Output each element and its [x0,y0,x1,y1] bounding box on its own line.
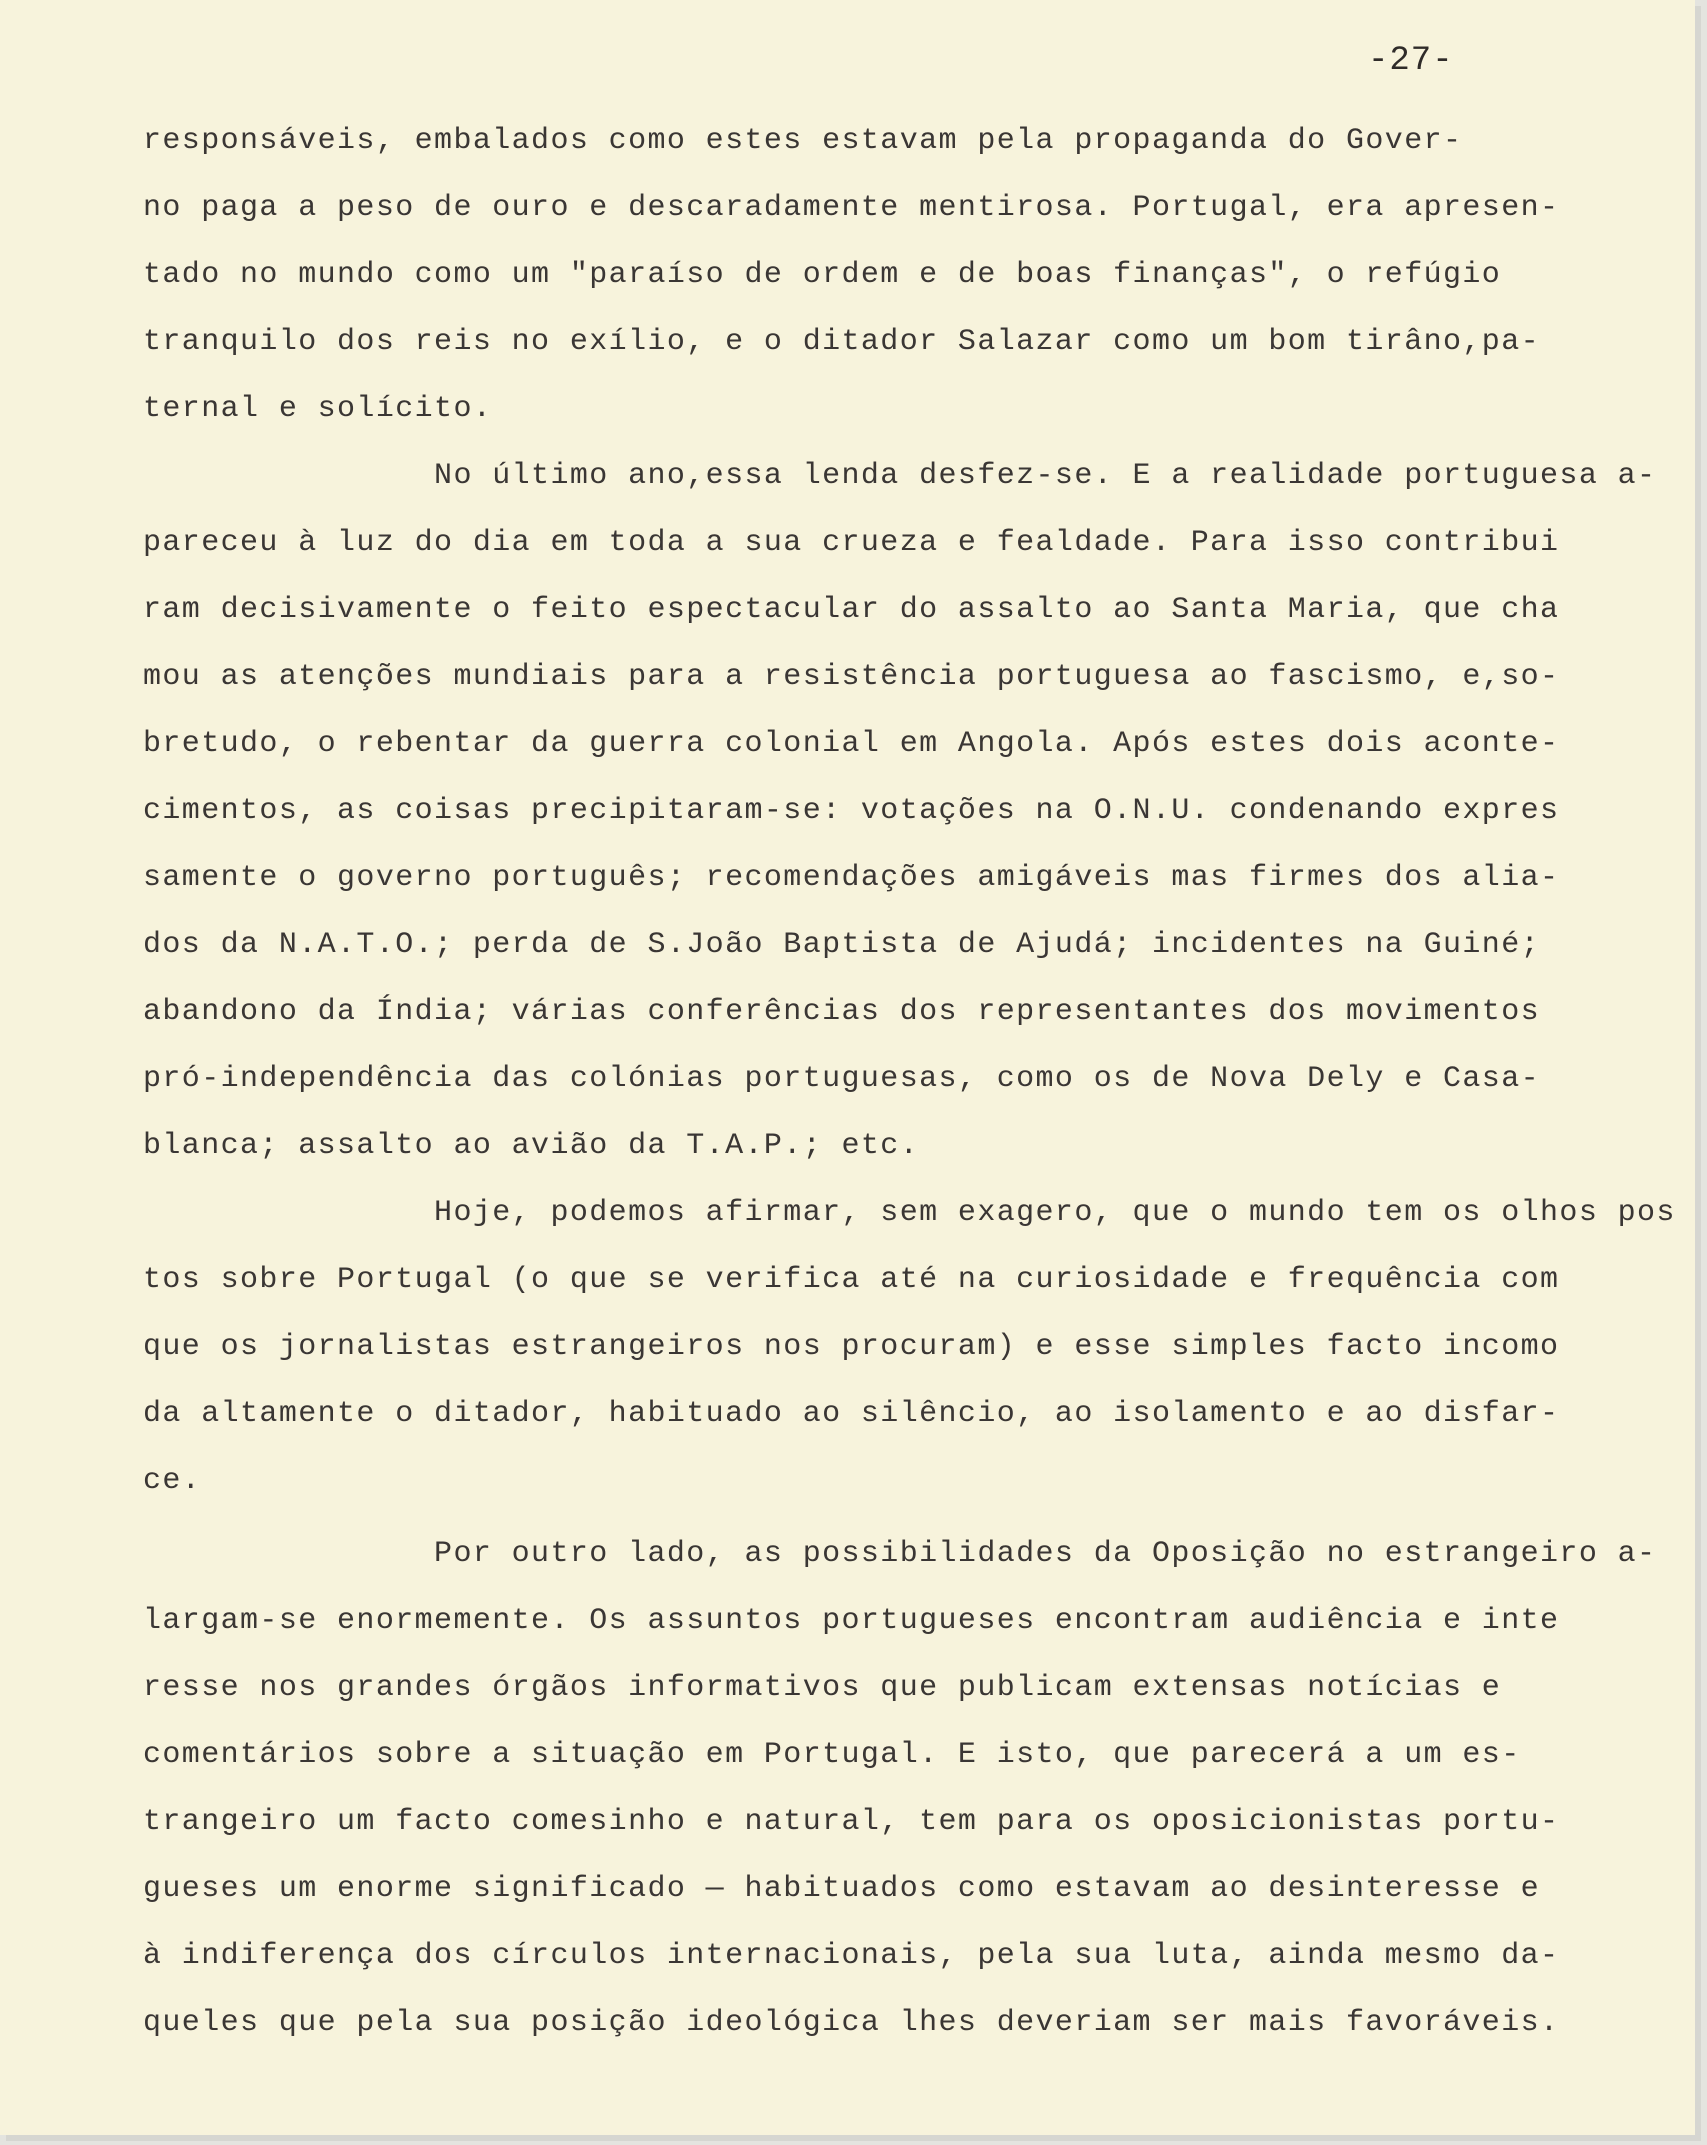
text-line: bretudo, o rebentar da guerra colonial em Angola. Após estes dois aconte- [143,727,1560,761]
text-line: ternal e solícito. [143,392,493,426]
text-line: pareceu à luz do dia em toda a sua crueza e fealdade. Para isso contribui [143,526,1560,560]
text-line: abandono da Índia; várias conferências dos representantes dos movimentos [143,995,1541,1029]
text-line: samente o governo português; recomendações amigáveis mas firmes dos alia- [143,861,1560,895]
text-line: cimentos, as coisas precipitaram-se: votações na O.N.U. condenando expres [143,794,1560,828]
text-line: mou as atenções mundiais para a resistência portuguesa ao fascismo, e,so- [143,660,1560,694]
text-line: trangeiro um facto comesinho e natural, tem para os oposicionistas portu- [143,1805,1560,1839]
text-line: tos sobre Portugal (o que se verifica até na curiosidade e frequência com [143,1263,1560,1297]
text-line: da altamente o ditador, habituado ao silêncio, ao isolamento e ao disfar- [143,1397,1560,1431]
text-line: à indiferença dos círculos internacionais, pela sua luta, ainda mesmo da- [143,1939,1560,1973]
text-line: resse nos grandes órgãos informativos que publicam extensas notícias e [143,1671,1502,1705]
text-line: ce. [143,1464,202,1498]
page-number: -27- [1368,42,1454,80]
text-line: ram decisivamente o feito espectacular do assalto ao Santa Maria, que cha [143,593,1560,627]
text-line: pró-independência das colónias portuguesas, como os de Nova Dely e Casa- [143,1062,1541,1096]
text-line: responsáveis, embalados como estes estavam pela propaganda do Gover- [143,124,1463,158]
text-line: comentários sobre a situação em Portugal. E isto, que parecerá a um es- [143,1738,1521,1772]
text-line: Hoje, podemos afirmar, sem exagero, que o mundo tem os olhos pos [143,1196,1676,1230]
text-line: Por outro lado, as possibilidades da Oposição no estrangeiro a- [143,1537,1657,1571]
text-line: que os jornalistas estrangeiros nos procuram) e esse simples facto incomo [143,1330,1560,1364]
typewritten-text [143,118,1676,2067]
text-line: queles que pela sua posição ideológica lhes deveriam ser mais favoráveis. [143,2006,1560,2040]
text-line: tado no mundo como um "paraíso de ordem e de boas finanças", o refúgio [143,258,1502,292]
text-line: blanca; assalto ao avião da T.A.P.; etc. [143,1129,920,1163]
text-line: no paga a peso de ouro e descaradamente mentirosa. Portugal, era apresen- [143,191,1560,225]
text-line: gueses um enorme significado — habituados como estavam ao desinteresse e [143,1872,1541,1906]
text-line: No último ano,essa lenda desfez-se. E a realidade portuguesa a- [143,459,1657,493]
text-line: tranquilo dos reis no exílio, e o ditador Salazar como um bom tirâno,pa- [143,325,1541,359]
text-line: largam-se enormemente. Os assuntos portugueses encontram audiência e inte [143,1604,1560,1638]
text-line: dos da N.A.T.O.; perda de S.João Baptista de Ajudá; incidentes na Guiné; [143,928,1541,962]
